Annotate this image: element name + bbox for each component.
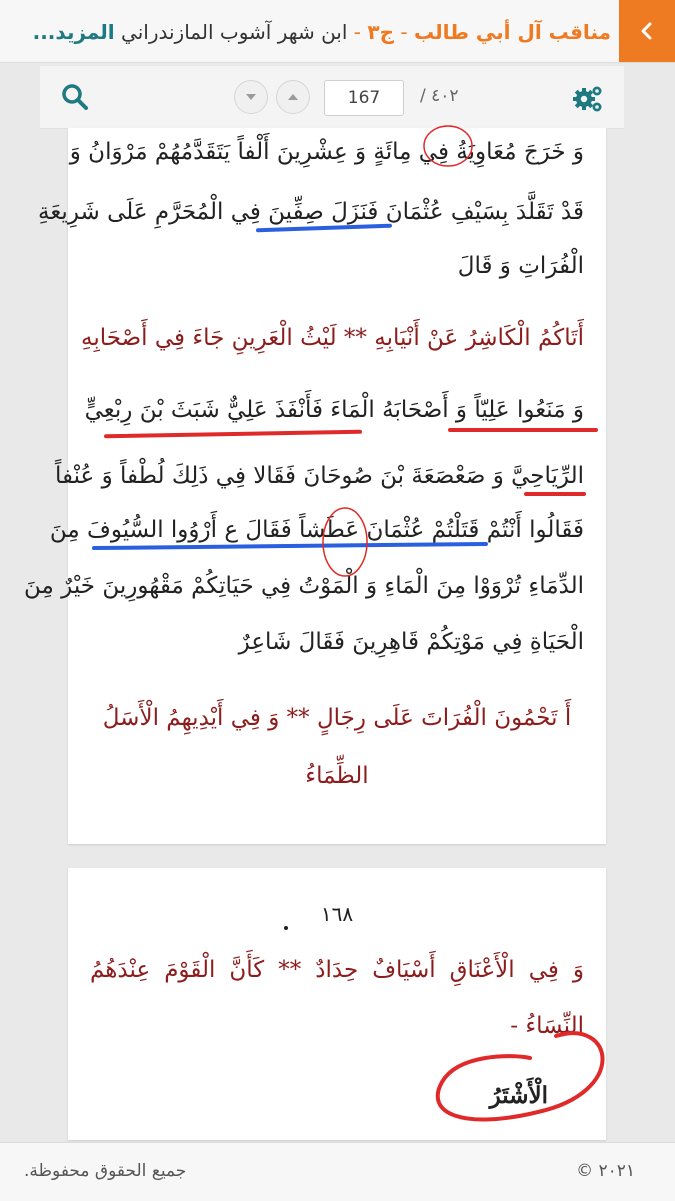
previous-page-button[interactable]: [276, 80, 310, 114]
annotation-circle: [68, 868, 606, 1140]
poetry-verse: أَتَاكُمُ الْكَاشِرُ عَنْ أَنْيَابِهِ ** لَيْثُ الْعَرِينِ جَاءَ فِي أَصْحَابِهِ: [81, 325, 584, 351]
book-page-card: [68, 868, 606, 1140]
title-separator: -: [394, 20, 414, 44]
page-total: / ٤٠٢: [420, 86, 459, 106]
text-line: الرِّيَاحِيَّ وَ صَعْصَعَةَ بْنَ صُوحَانَ فَقَالا فِي ذَلِكَ لُطْفاً وَ عُنْفاً: [54, 463, 584, 489]
text-line: وَ خَرَجَ مُعَاوِيَةُ فِي مِائَةٍ وَ عِشْرِينَ أَلْفاً يَتَقَدَّمُهُمْ مَرْوَانُ وَ: [69, 139, 584, 165]
poetry-verse: النِّسَاءُ -: [510, 1013, 584, 1039]
settings-button[interactable]: [572, 82, 604, 114]
annotation-circles: [24, 128, 606, 844]
poetry-verse: الظِّمَاءُ: [305, 763, 369, 789]
next-page-button[interactable]: [234, 80, 268, 114]
chevron-down-icon: [244, 90, 258, 104]
top-bar: [0, 0, 675, 63]
book-title[interactable]: مناقب آل أبي طالب: [413, 20, 611, 44]
poetry-verse: أَ تَحْمُونَ الْفُرَاتَ عَلَى رِجَالٍ ** وَ فِي أَيْدِيهِمُ الْأَسَلُ: [102, 705, 572, 731]
text-line: فَقَالُوا أَنْتُمْ قَتَلْتُمْ عُثْمَانَ عَطَشاً فَقَالَ ع أَرْوُوا السُّيُوفَ مِنَ: [49, 517, 584, 543]
author-name[interactable]: ابن شهر آشوب المازندراني: [121, 20, 348, 44]
search-button[interactable]: [60, 82, 90, 112]
book-title-bar[interactable]: [10, 14, 611, 50]
rights-text: جميع الحقوق محفوظة.: [24, 1161, 187, 1181]
more-link[interactable]: المزيد...: [32, 20, 115, 44]
text-line: قَدْ تَقَلَّدَ بِسَيْفِ عُثْمَانَ فَنَزَلَ صِفِّينَ فِي الْمُحَرَّمِ عَلَى شَرِيعَةِ: [37, 199, 584, 225]
text-line: الْفُرَاتِ وَ قَالَ: [457, 253, 584, 279]
text-line: وَ مَنَعُوا عَلِيّاً وَ أَصْحَابَهُ الْمَاءَ فَأَنْفَذَ عَلِيٌّ شَبَثَ بْنَ رِبْعِيٍّ: [84, 397, 584, 423]
search-icon: [60, 82, 90, 112]
footer: [0, 1142, 675, 1201]
poet-name: الْأَشْتَرُ: [489, 1082, 548, 1109]
copyright-text: © ٢٠٢١: [576, 1161, 635, 1181]
page-number-label: ١٦٨: [320, 902, 354, 926]
back-button[interactable]: [619, 0, 675, 62]
volume-label: ج٣: [367, 20, 394, 44]
book-page-card: [24, 128, 606, 844]
poetry-verse: وَ فِي الْأَعْنَاقِ أَسْيَافٌ حِدَادٌ ** كَأَنَّ الْقَوْمَ عِنْدَهُمُ: [90, 957, 584, 983]
reader-toolbar: [40, 66, 624, 129]
chevron-up-icon: [286, 90, 300, 104]
gear-icon: [572, 82, 604, 114]
text-line: الدِّمَاءِ تُرْوَوْا مِنَ الْمَاءِ وَ الْمَوْتُ فِي حَيَاتِكُمْ مَقْهُورِينَ خَيْرٌ مِنَ: [24, 573, 584, 599]
page-number-input[interactable]: [324, 80, 404, 116]
chevron-left-icon: [636, 20, 658, 42]
text-line: الْحَيَاةِ فِي مَوْتِكُمْ قَاهِرِينَ فَقَالَ شَاعِرٌ: [238, 629, 584, 655]
title-separator-2: -: [347, 20, 368, 44]
